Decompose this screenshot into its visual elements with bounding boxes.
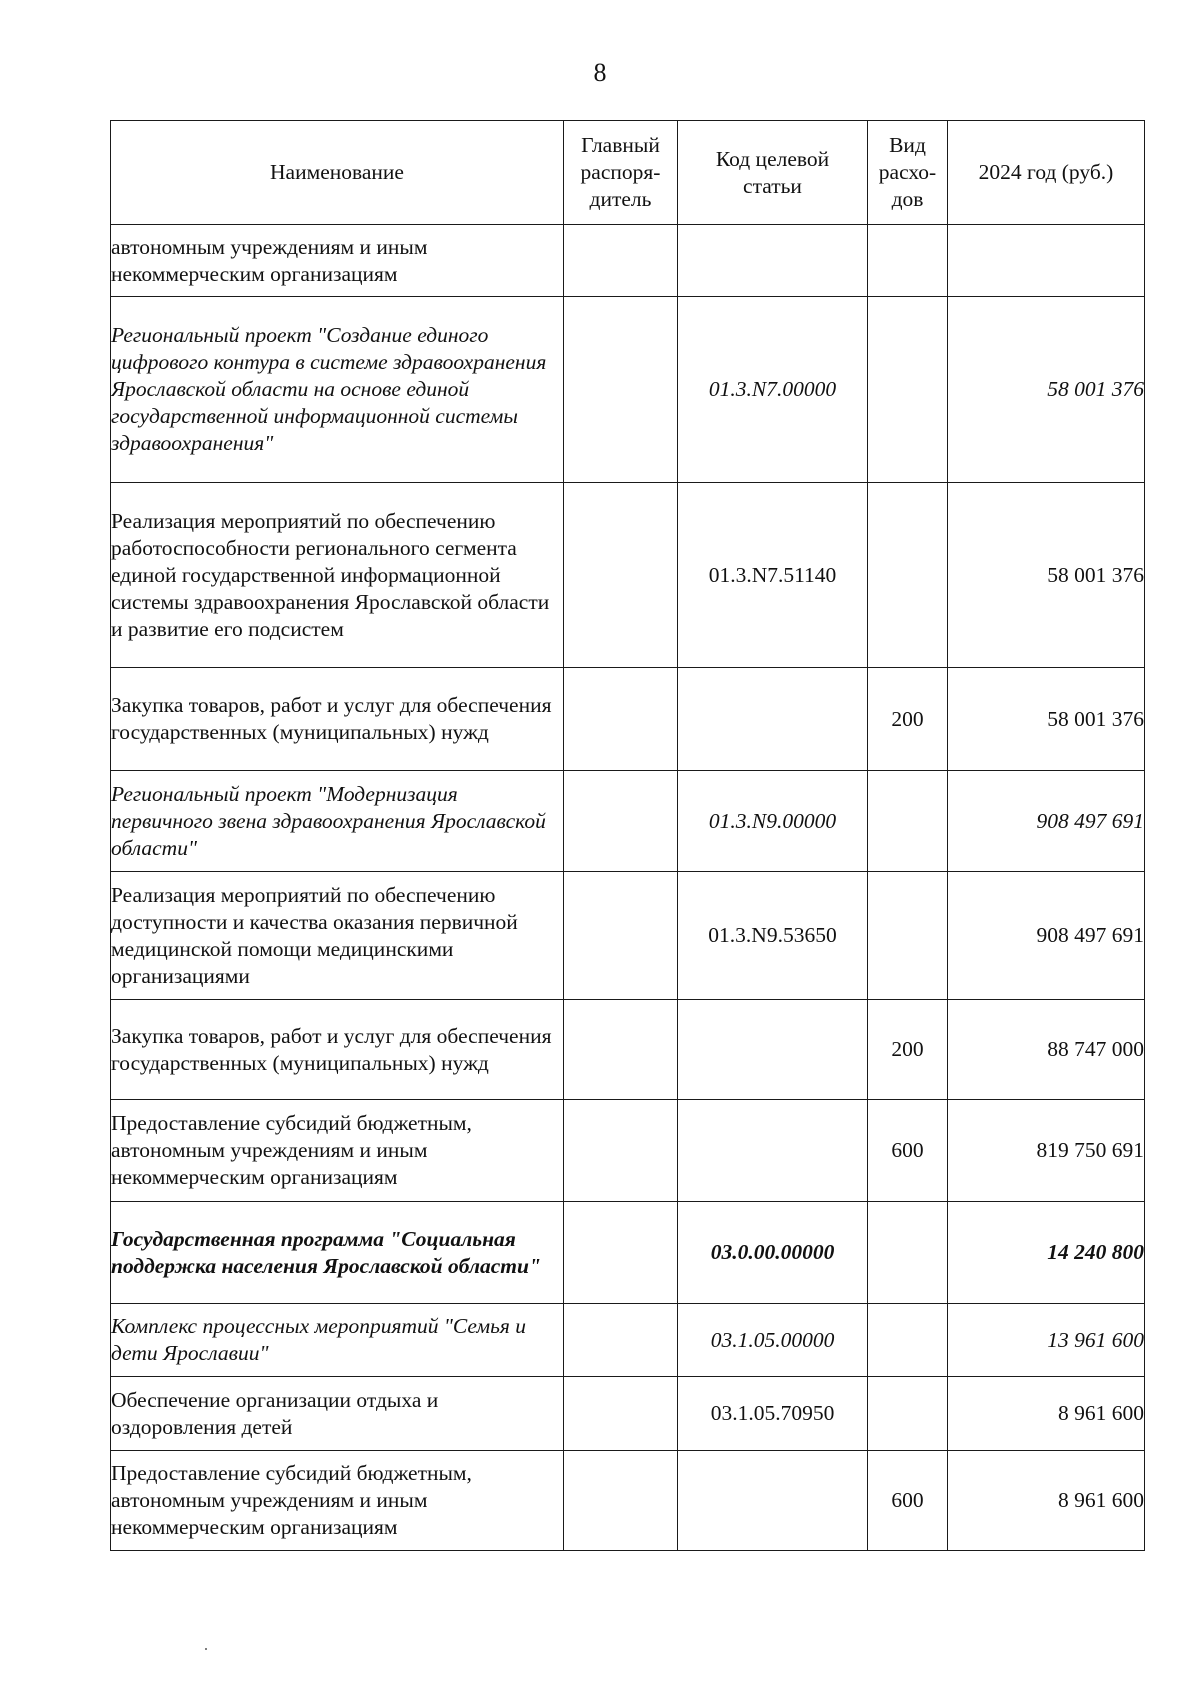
row-manager <box>564 668 678 771</box>
row-name: Реализация мероприятий по обеспечению доступности и качества оказания первичной медицинской помощи медицинскими организациями <box>111 872 564 1000</box>
row-name: Государственная программа "Социальная поддержка населения Ярославской области" <box>111 1202 564 1304</box>
header-type: Вид расхо-дов <box>868 121 948 225</box>
table-row <box>111 1202 1145 1304</box>
row-name: Обеспечение организации отдыха и оздоровления детей <box>111 1377 564 1451</box>
row-name: Закупка товаров, работ и услуг для обеспечения государственных (муниципальных) нужд <box>111 668 564 771</box>
row-name: Предоставление субсидий бюджетным, автономным учреждениям и иным некоммерческим организациям <box>111 1100 564 1202</box>
table-row <box>111 483 1145 668</box>
row-code <box>678 668 868 771</box>
row-type <box>868 872 948 1000</box>
row-amount: 58 001 376 <box>948 297 1145 483</box>
row-manager <box>564 771 678 872</box>
row-type <box>868 297 948 483</box>
header-amount: 2024 год (руб.) <box>948 121 1145 225</box>
row-amount: 58 001 376 <box>948 668 1145 771</box>
row-amount: 8 961 600 <box>948 1377 1145 1451</box>
row-type <box>868 483 948 668</box>
row-code <box>678 1451 868 1551</box>
row-manager <box>564 1100 678 1202</box>
row-type <box>868 1304 948 1377</box>
row-code: 01.3.N9.00000 <box>678 771 868 872</box>
table-row <box>111 771 1145 872</box>
row-type <box>868 771 948 872</box>
row-manager <box>564 1304 678 1377</box>
row-type <box>868 1202 948 1304</box>
row-name: Предоставление субсидий бюджетным, автономным учреждениям и иным некоммерческим организациям <box>111 1451 564 1551</box>
row-code: 01.3.N9.53650 <box>678 872 868 1000</box>
row-manager <box>564 1202 678 1304</box>
table-row <box>111 668 1145 771</box>
header-code: Код целевой статьи <box>678 121 868 225</box>
row-manager <box>564 1451 678 1551</box>
row-amount: 8 961 600 <box>948 1451 1145 1551</box>
table-row <box>111 1304 1145 1377</box>
table-row <box>111 297 1145 483</box>
table-row <box>111 225 1145 297</box>
row-name: Региональный проект "Модернизация первичного звена здравоохранения Ярославской области" <box>111 771 564 872</box>
row-manager <box>564 483 678 668</box>
row-amount: 58 001 376 <box>948 483 1145 668</box>
row-code: 03.1.05.70950 <box>678 1377 868 1451</box>
row-manager <box>564 1377 678 1451</box>
scan-speck <box>205 1648 207 1650</box>
row-name: Закупка товаров, работ и услуг для обеспечения государственных (муниципальных) нужд <box>111 1000 564 1100</box>
row-name: автономным учреждениям и иным некоммерческим организациям <box>111 225 564 297</box>
row-amount: 908 497 691 <box>948 872 1145 1000</box>
row-type <box>868 225 948 297</box>
row-amount: 908 497 691 <box>948 771 1145 872</box>
row-manager <box>564 1000 678 1100</box>
row-amount: 88 747 000 <box>948 1000 1145 1100</box>
row-manager <box>564 297 678 483</box>
row-manager <box>564 225 678 297</box>
row-amount: 14 240 800 <box>948 1202 1145 1304</box>
row-name: Реализация мероприятий по обеспечению работоспособности регионального сегмента единой государственной информационной системы здравоохранения Ярославской области и развитие его подсистем <box>111 483 564 668</box>
row-code <box>678 1100 868 1202</box>
table-row <box>111 1451 1145 1551</box>
row-type: 600 <box>868 1100 948 1202</box>
row-amount: 819 750 691 <box>948 1100 1145 1202</box>
row-code: 01.3.N7.00000 <box>678 297 868 483</box>
page-number: 8 <box>593 58 607 87</box>
table-header-row <box>111 121 1145 225</box>
row-name: Региональный проект "Создание единого цифрового контура в системе здравоохранения Ярославской области на основе единой государственной информационной системы здравоохранения" <box>111 297 564 483</box>
header-manager: Главный распоря-дитель <box>564 121 678 225</box>
row-code: 03.1.05.00000 <box>678 1304 868 1377</box>
row-manager <box>564 872 678 1000</box>
row-code <box>678 225 868 297</box>
row-type: 200 <box>868 1000 948 1100</box>
row-code <box>678 1000 868 1100</box>
row-name: Комплекс процессных мероприятий "Семья и дети Ярославии" <box>111 1304 564 1377</box>
table-row <box>111 872 1145 1000</box>
row-type: 600 <box>868 1451 948 1551</box>
table-row <box>111 1100 1145 1202</box>
table-row <box>111 1000 1145 1100</box>
row-type: 200 <box>868 668 948 771</box>
row-amount <box>948 225 1145 297</box>
table-row <box>111 1377 1145 1451</box>
header-name: Наименование <box>111 121 564 225</box>
row-code: 01.3.N7.51140 <box>678 483 868 668</box>
row-type <box>868 1377 948 1451</box>
row-amount: 13 961 600 <box>948 1304 1145 1377</box>
row-code: 03.0.00.00000 <box>678 1202 868 1304</box>
budget-table <box>110 120 1145 1551</box>
